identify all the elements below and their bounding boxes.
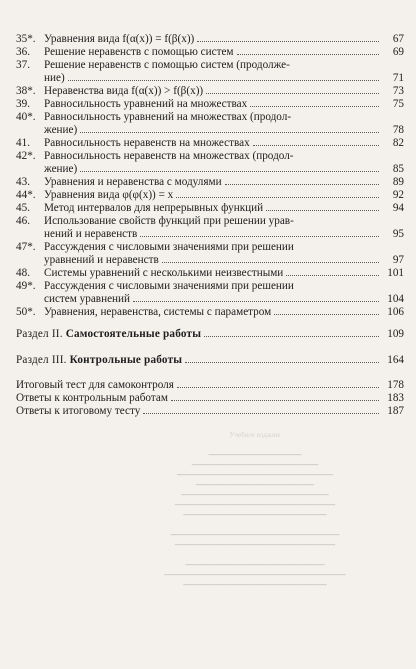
section-entry[interactable] xyxy=(16,354,404,367)
entry-title: Рассуждения с числовыми значениями при решении xyxy=(44,241,294,253)
entry-title: Ответы к контрольным работам xyxy=(16,392,168,404)
toc-entry[interactable] xyxy=(16,215,404,241)
entry-title: нений и неравенств xyxy=(44,228,138,240)
section-title: Контрольные работы xyxy=(69,354,183,366)
entry-number: 41. xyxy=(16,137,30,149)
entry-title: Рассуждения с числовыми значениями при решении xyxy=(44,280,294,292)
dot-leader xyxy=(177,387,379,388)
dot-leader xyxy=(133,301,379,302)
page-number: 69 xyxy=(392,46,404,58)
page-number: 78 xyxy=(392,124,404,136)
entry-number: 40*. xyxy=(16,111,36,123)
dot-leader xyxy=(80,171,379,172)
page-number: 104 xyxy=(387,293,404,305)
toc-entry[interactable] xyxy=(16,46,404,59)
entry-title: уравнений и неравенств xyxy=(44,254,159,266)
entry-title: Равносильность неравенств на множествах xyxy=(44,137,250,149)
entry-title: Использование свойств функций при решении урав- xyxy=(44,215,294,227)
dot-leader xyxy=(162,262,379,263)
entry-title: ние) xyxy=(44,72,65,84)
page-number: 95 xyxy=(392,228,404,240)
page-number: 164 xyxy=(387,354,404,366)
toc-entry[interactable] xyxy=(16,137,404,150)
dot-leader xyxy=(197,41,379,42)
page-number: 67 xyxy=(392,33,404,45)
spacer xyxy=(16,319,404,328)
entry-number: 39. xyxy=(16,98,30,110)
toc-entry[interactable] xyxy=(16,280,404,306)
toc-entry[interactable] xyxy=(16,176,404,189)
dot-leader xyxy=(68,80,379,81)
section-prefix: Раздел III. xyxy=(16,354,67,366)
dot-leader xyxy=(185,362,379,363)
dot-leader xyxy=(274,314,379,315)
dot-leader xyxy=(250,106,379,107)
dot-leader xyxy=(206,93,379,94)
page-number: 71 xyxy=(392,72,404,84)
appendix-entry[interactable] xyxy=(16,405,404,418)
page-number: 101 xyxy=(387,267,404,279)
entry-title: Уравнения вида f(α(x)) = f(β(x)) xyxy=(44,33,195,45)
section-title: Самостоятельные работы xyxy=(65,328,202,340)
table-of-contents xyxy=(16,33,404,418)
toc-entry[interactable] xyxy=(16,189,404,202)
page-number: 94 xyxy=(392,202,404,214)
page-number: 85 xyxy=(392,163,404,175)
entry-number: 38*. xyxy=(16,85,36,97)
entry-title: Итоговый тест для самоконтроля xyxy=(16,379,174,391)
entry-title: систем уравнений xyxy=(44,293,130,305)
entry-title: Равносильность уравнений на множествах xyxy=(44,98,248,110)
toc-entry[interactable] xyxy=(16,267,404,280)
dot-leader xyxy=(204,336,379,337)
entry-title: Равносильность неравенств на множествах (продол- xyxy=(44,150,294,162)
entry-number: 46. xyxy=(16,215,30,227)
entry-title: Ответы к итоговому тесту xyxy=(16,405,141,417)
entry-title: жение) xyxy=(44,163,78,175)
toc-entry[interactable] xyxy=(16,306,404,319)
entry-title: Решение неравенств с помощью систем xyxy=(44,46,234,58)
entry-title: Уравнения, неравенства, системы с параметром xyxy=(44,306,272,318)
page-number: 73 xyxy=(392,85,404,97)
dot-leader xyxy=(143,413,379,414)
page-number: 106 xyxy=(387,306,404,318)
entry-title: Уравнения вида φ(φ(x)) = x xyxy=(44,189,174,201)
dot-leader xyxy=(140,236,379,237)
section-prefix: Раздел II. xyxy=(16,328,63,340)
entry-number: 43. xyxy=(16,176,30,188)
entry-number: 42*. xyxy=(16,150,36,162)
entry-number: 45. xyxy=(16,202,30,214)
entry-title: жение) xyxy=(44,124,78,136)
entry-number: 35*. xyxy=(16,33,36,45)
dot-leader xyxy=(176,197,379,198)
entry-title: Системы уравнений с несколькими неизвестными xyxy=(44,267,284,279)
page-number: 183 xyxy=(387,392,404,404)
entry-title: Метод интервалов для непрерывных функций xyxy=(44,202,264,214)
appendix-entry[interactable] xyxy=(16,392,404,405)
toc-entry[interactable] xyxy=(16,150,404,176)
toc-entry[interactable] xyxy=(16,111,404,137)
entry-title: Уравнения и неравенства с модулями xyxy=(44,176,222,188)
dot-leader xyxy=(286,275,379,276)
page-number: 82 xyxy=(392,137,404,149)
bleed-through-text: Учебное издание ━━━━━━━━━━━━━━━━━━━━━━ ━━━━━━━━━━━━━━━━━━━━━━━━━━━━━━ ━━━━━━━━━━━━━━━━━━━━━━━━━━━━━━━━━━━━━ ━━━━━━━━━━━━━━━━━━━━━━━━━━━━ ━━━━━━━━━━━━━━━━━━━━━━━━━━━━━━━━━━━ ━━━━━━━━━━━━━━━━━━━━━━━━━━━━━━━━━━━━━━ ━━━━━━━━━━━━━━━━━━━━━━━━━━━━━━━━━━ ━━━━━━━━━━━━━━━━━━━━━━━━━━━━━━━━━━━━━━━━ ━━━━━━━━━━━━━━━━━━━━━━━━━━━━━━━━━━━━━━ ━━━━━━━━━━━━━━━━━━━━━━━━━━━━━━━━━ ━━━━━━━━━━━━━━━━━━━━━━━━━━━━━━━━━━━━━━━━━━━ ━━━━━━━━━━━━━━━━━━━━━━━━━━━━━━━━━━ xyxy=(164,431,346,589)
toc-entry[interactable] xyxy=(16,202,404,215)
entry-title: Равносильность уравнений на множествах (продол- xyxy=(44,111,292,123)
entry-number: 47*. xyxy=(16,241,36,253)
toc-entry[interactable] xyxy=(16,59,404,85)
appendix-entry[interactable] xyxy=(16,379,404,392)
page-number: 92 xyxy=(392,189,404,201)
entry-number: 48. xyxy=(16,267,30,279)
page-number: 75 xyxy=(392,98,404,110)
toc-entry[interactable] xyxy=(16,33,404,46)
spacer xyxy=(16,367,404,379)
dot-leader xyxy=(266,210,379,211)
page-number: 109 xyxy=(387,328,404,340)
section-entry[interactable] xyxy=(16,328,404,341)
entry-title: Неравенства вида f(α(x)) > f(β(x)) xyxy=(44,85,204,97)
entry-number: 50*. xyxy=(16,306,36,318)
entry-number: 49*. xyxy=(16,280,36,292)
dot-leader xyxy=(80,132,379,133)
page-number: 97 xyxy=(392,254,404,266)
entry-title: Решение неравенств с помощью систем (продолже- xyxy=(44,59,290,71)
dot-leader xyxy=(253,145,379,146)
page-number: 178 xyxy=(387,379,404,391)
page-number: 89 xyxy=(392,176,404,188)
dot-leader xyxy=(225,184,379,185)
dot-leader xyxy=(171,400,379,401)
entry-number: 36. xyxy=(16,46,30,58)
toc-entry[interactable] xyxy=(16,85,404,98)
entry-number: 37. xyxy=(16,59,30,71)
toc-entry[interactable] xyxy=(16,241,404,267)
page-number: 187 xyxy=(387,405,404,417)
entry-number: 44*. xyxy=(16,189,36,201)
dot-leader xyxy=(237,54,380,55)
toc-entry[interactable] xyxy=(16,98,404,111)
